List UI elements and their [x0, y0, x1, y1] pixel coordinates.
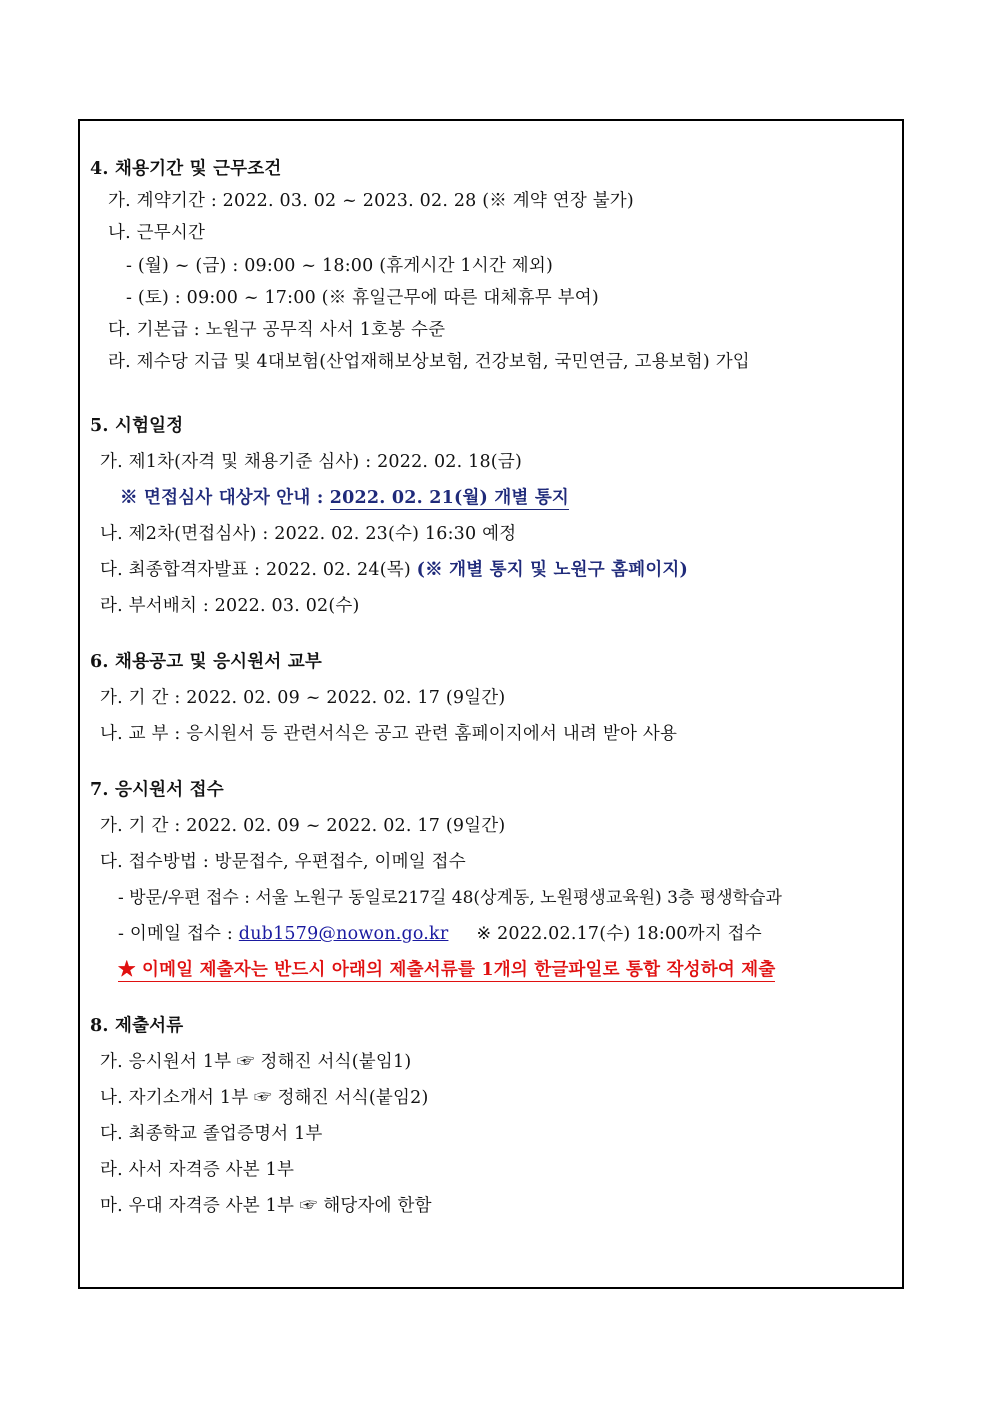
s4-contract-period: 가. 계약기간 : 2022. 03. 02 ~ 2023. 02. 28 (※ 계약 연장 불가): [108, 191, 634, 211]
s6-distribution: 나. 교 부 : 응시원서 등 관련서식은 공고 관련 홈페이지에서 내려 받아 사용: [100, 724, 678, 744]
s7-email-label: - 이메일 접수 :: [118, 924, 239, 944]
email-link[interactable]: dub1579@nowon.go.kr: [238, 924, 449, 944]
s5-first-round: 가. 제1차(자격 및 채용기준 심사) : 2022. 02. 18(금): [100, 452, 522, 472]
s4-saturday-hours: - (토) : 09:00 ~ 17:00 (※ 휴일근무에 따른 대체휴무 부여): [126, 288, 599, 308]
s7-method: 다. 접수방법 : 방문접수, 우편접수, 이메일 접수: [100, 852, 466, 872]
s5-interview-notice: [120, 487, 569, 509]
s8-preferred-license: 마. 우대 자격증 사본 1부 ☞ 해당자에 한함: [100, 1196, 432, 1216]
s5-final-announcement-label: 다. 최종합격자발표 : 2022. 02. 24(목): [100, 560, 417, 580]
s7-warning-text: ★ 이메일 제출자는 반드시 아래의 제출서류를 1개의 한글파일로 통합 작성하여 제출: [118, 960, 776, 980]
s5-interview-notice-label: ※ 면접심사 대상자 안내 :: [120, 488, 330, 508]
s5-final-announcement: [100, 559, 688, 581]
s5-second-round: 나. 제2차(면접심사) : 2022. 02. 23(수) 16:30 예정: [100, 524, 517, 544]
s4-base-pay: 다. 기본급 : 노원구 공무직 사서 1호봉 수준: [108, 320, 446, 340]
s4-work-hours: 나. 근무시간: [108, 223, 206, 243]
s7-email-submission: [118, 923, 762, 945]
section-5-title: 5. 시험일정: [90, 416, 184, 436]
s8-self-introduction: 나. 자기소개서 1부 ☞ 정해진 서식(붙임2): [100, 1088, 429, 1108]
section-7-title: 7. 응시원서 접수: [90, 780, 224, 800]
section-6-title: 6. 채용공고 및 응시원서 교부: [90, 652, 322, 672]
section-4-title: 4. 채용기간 및 근무조건: [90, 159, 282, 179]
s4-benefits: 라. 제수당 지급 및 4대보험(산업재해보상보험, 건강보험, 국민연금, 고용보험) 가입: [108, 352, 750, 372]
s7-period: 가. 기 간 : 2022. 02. 09 ~ 2022. 02. 17 (9일간): [100, 816, 506, 836]
s8-application-form: 가. 응시원서 1부 ☞ 정해진 서식(붙임1): [100, 1052, 412, 1072]
s8-graduation-certificate: 다. 최종학교 졸업증명서 1부: [100, 1124, 323, 1144]
s8-librarian-license: 라. 사서 자격증 사본 1부: [100, 1160, 295, 1180]
s4-weekday-hours: - (월) ~ (금) : 09:00 ~ 18:00 (휴게시간 1시간 제외): [126, 256, 553, 276]
s5-final-announcement-note: (※ 개별 통지 및 노원구 홈페이지): [416, 560, 689, 580]
s7-email-deadline: ※ 2022.02.17(수) 18:00까지 접수: [476, 924, 762, 944]
s5-placement: 라. 부서배치 : 2022. 03. 02(수): [100, 596, 360, 616]
section-8-title: 8. 제출서류: [90, 1016, 184, 1036]
s7-warning: [118, 959, 775, 981]
s5-interview-notice-date: 2022. 02. 21(월) 개별 통지: [329, 488, 570, 508]
s6-period: 가. 기 간 : 2022. 02. 09 ~ 2022. 02. 17 (9일간): [100, 688, 506, 708]
s7-visit-mail: - 방문/우편 접수 : 서울 노원구 동일로217길 48(상계동, 노원평생교육원) 3층 평생학습과: [118, 888, 782, 908]
